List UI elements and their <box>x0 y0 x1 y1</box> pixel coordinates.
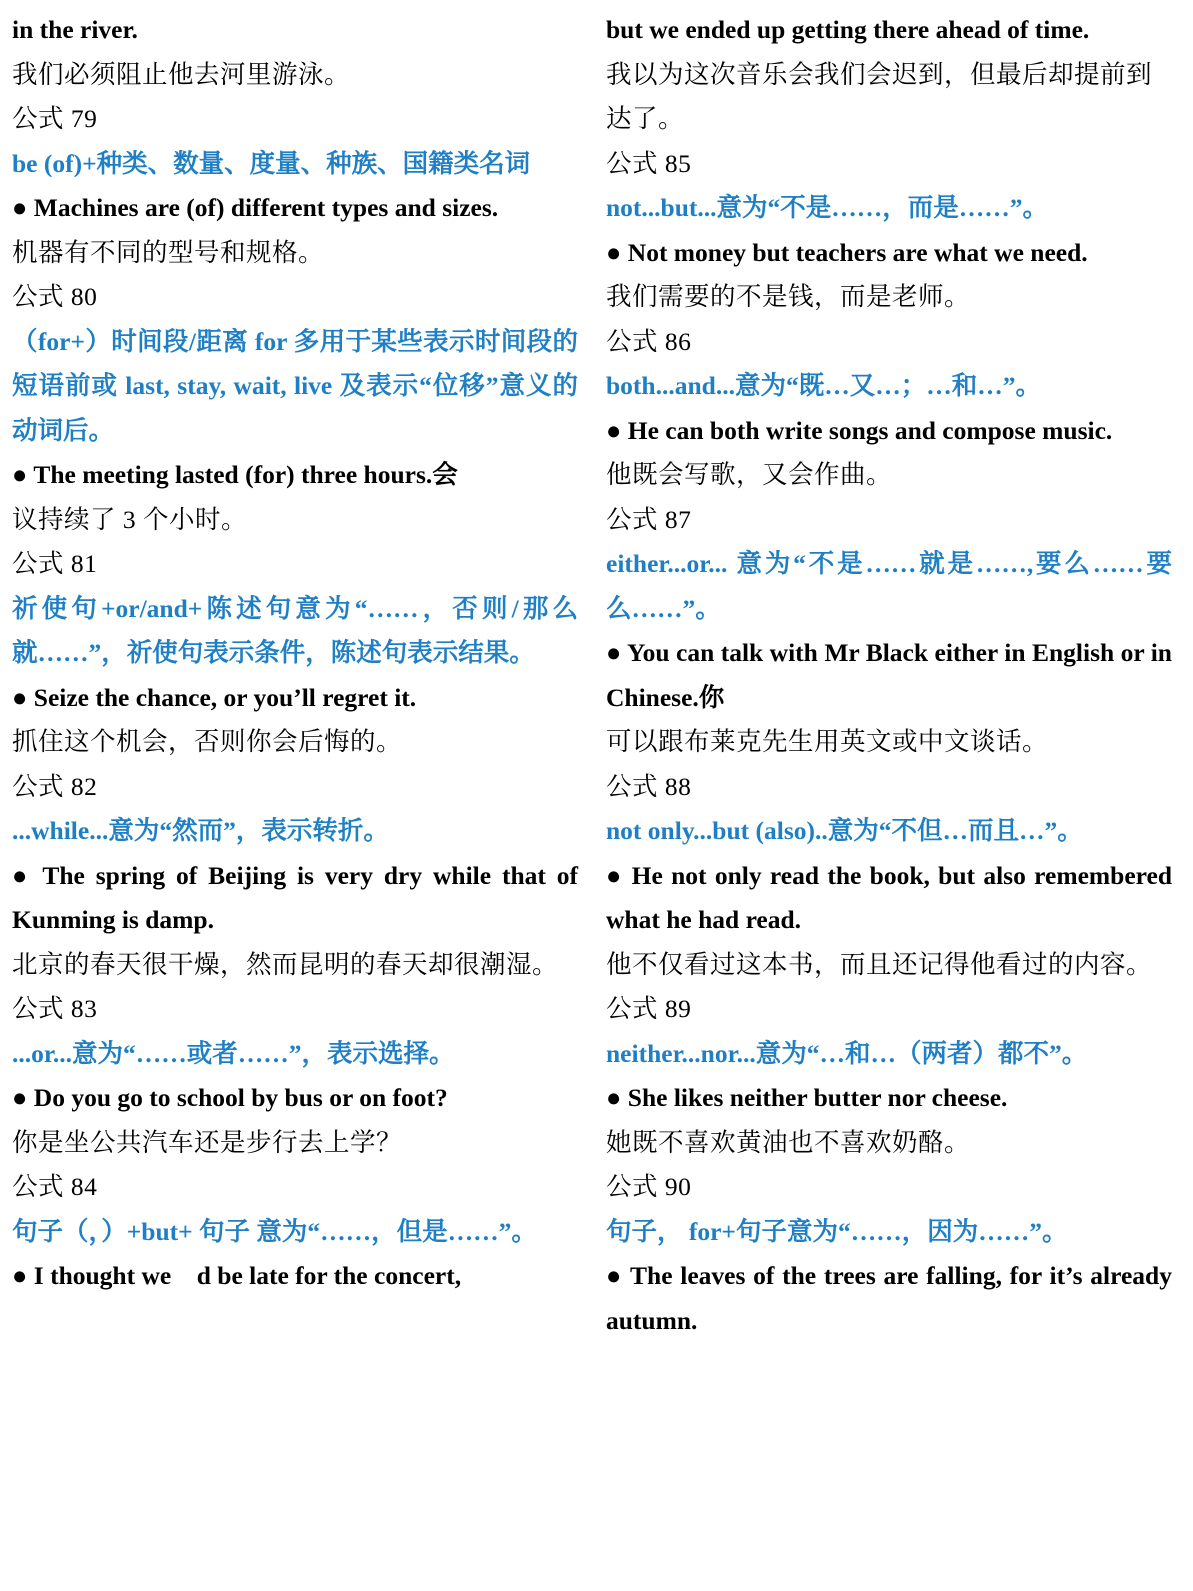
formula-heading: 公式 81 <box>12 549 98 578</box>
example-sentence-en: ● I thought we d be late for the concert, <box>12 1261 462 1290</box>
translation-cn: 我们需要的不是钱，而是老师。 <box>606 282 971 311</box>
grammar-rule: not only...but (also)..意为“不但…而且…”。 <box>606 816 1083 845</box>
grammar-rule: 句子， for+句子意为“……，因为……”。 <box>606 1216 1068 1246</box>
translation-cn: 议持续了 3 个小时。 <box>12 504 248 534</box>
translation-cn: 我以为这次音乐会我们会迟到，但最后却提前到达了。 <box>606 59 1153 133</box>
example-sentence-en: ● You can talk with Mr Black either in English or in Chinese.你 <box>606 638 1172 712</box>
formula-heading: 公式 83 <box>12 994 98 1023</box>
translation-cn: 抓住这个机会，否则你会后悔的。 <box>12 727 403 756</box>
grammar-rule: 句子（，）+but+ 句子 意为“……，但是……”。 <box>12 1216 537 1246</box>
formula-heading: 公式 79 <box>12 104 98 133</box>
formula-heading: 公式 87 <box>606 504 692 534</box>
formula-heading: 公式 85 <box>606 148 692 178</box>
grammar-rule: （for+）时间段/距离 for 多用于某些表示时间段的短语前或 last, stay, wait, live 及表示“位移”意义的动词后。 <box>12 326 578 445</box>
formula-heading: 公式 90 <box>606 1172 692 1201</box>
example-sentence-en: but we ended up getting there ahead of time. <box>606 15 1090 44</box>
example-sentence-en: ● The meeting lasted (for) three hours.会 <box>12 460 458 489</box>
formula-heading: 公式 89 <box>606 994 692 1023</box>
example-sentence-en: ● He not only read the book, but also remembered what he had read. <box>606 860 1172 934</box>
example-sentence-en: ● Do you go to school by bus or on foot? <box>12 1083 448 1112</box>
grammar-rule: either...or... 意为“不是……就是……,要么……要么……”。 <box>606 549 1172 623</box>
formula-heading: 公式 80 <box>12 282 98 311</box>
formula-heading: 公式 86 <box>606 326 692 356</box>
example-sentence-en: ● The spring of Beijing is very dry while that of Kunming is damp. <box>12 860 578 934</box>
grammar-rule: be (of)+种类、数量、度量、种族、国籍类名词 <box>12 148 531 178</box>
text-column-right <box>606 8 1172 1591</box>
translation-cn: 你是坐公共汽车还是步行去上学？ <box>12 1127 403 1157</box>
grammar-rule: neither...nor...意为“…和…（两者）都不”。 <box>606 1038 1088 1068</box>
formula-heading: 公式 82 <box>12 771 98 801</box>
grammar-rule: both...and...意为“既…又…；…和…”。 <box>606 371 1041 400</box>
example-sentence-en: ● She likes neither butter nor cheese. <box>606 1083 1008 1112</box>
example-sentence-en: ● Machines are (of) different types and sizes. <box>12 193 499 222</box>
translation-cn: 我们必须阻止他去河里游泳。 <box>12 59 351 89</box>
translation-cn: 北京的春天很干燥，然而昆明的春天却很潮湿。 <box>12 949 559 979</box>
grammar-rule: 祈使句+or/and+陈述句意为“……，否则/那么就……”，祈使句表示条件，陈述句表示结果。 <box>12 593 578 667</box>
example-sentence-en: ● The leaves of the trees are falling, for it’s already autumn. <box>606 1261 1172 1335</box>
translation-cn: 他不仅看过这本书，而且还记得他看过的内容。 <box>606 949 1153 979</box>
text-column-left <box>12 8 578 1591</box>
grammar-rule: ...while...意为“然而”，表示转折。 <box>12 816 389 845</box>
example-sentence-en: in the river. <box>12 15 138 44</box>
example-sentence-en: ● Not money but teachers are what we need. <box>606 237 1088 267</box>
formula-heading: 公式 84 <box>12 1172 98 1201</box>
example-sentence-en: ● Seize the chance, or you’ll regret it. <box>12 682 417 712</box>
translation-cn: 可以跟布莱克先生用英文或中文谈话。 <box>606 727 1049 756</box>
translation-cn: 机器有不同的型号和规格。 <box>12 237 325 267</box>
translation-cn: 她既不喜欢黄油也不喜欢奶酪。 <box>606 1127 971 1157</box>
formula-heading: 公式 88 <box>606 771 692 801</box>
grammar-rule: not...but...意为“不是……，而是……”。 <box>606 193 1049 222</box>
grammar-rule: ...or...意为“……或者……”，表示选择。 <box>12 1038 455 1068</box>
translation-cn: 他既会写歌，又会作曲。 <box>606 460 893 489</box>
example-sentence-en: ● He can both write songs and compose music. <box>606 415 1113 445</box>
